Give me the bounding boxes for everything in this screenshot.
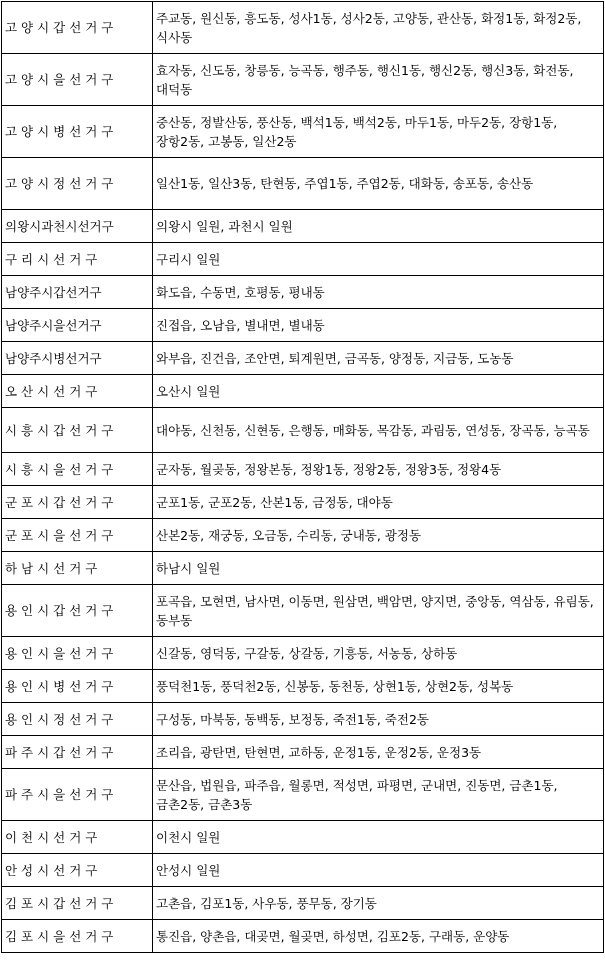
- district-name-cell: 시 흥 시 갑 선 거 구: [2, 408, 153, 453]
- district-table: [1, 1, 604, 953]
- district-name-cell: 용 인 시 갑 선 거 구: [2, 585, 153, 637]
- table-row: [2, 552, 604, 585]
- district-name-cell: 남양주시갑선거구: [2, 276, 153, 309]
- table-row: [2, 486, 604, 519]
- district-areas-cell: 중산동, 정발산동, 풍산동, 백석1동, 백석2동, 마두1동, 마두2동, 장항1동, 장항2동, 고봉동, 일산2동: [153, 106, 604, 158]
- district-areas-cell: 고촌읍, 김포1동, 사우동, 풍무동, 장기동: [153, 887, 604, 920]
- table-row: [2, 106, 604, 158]
- district-name-cell: 남양주시을선거구: [2, 309, 153, 342]
- district-name-cell: 김 포 시 을 선 거 구: [2, 920, 153, 953]
- table-row: [2, 375, 604, 408]
- district-name-cell: 용 인 시 병 선 거 구: [2, 670, 153, 703]
- district-areas-cell: 포곡읍, 모현면, 남사면, 이동면, 원삼면, 백암면, 양지면, 중앙동, 역삼동, 유림동, 동부동: [153, 585, 604, 637]
- district-name-cell: 용 인 시 을 선 거 구: [2, 637, 153, 670]
- district-name-cell: 의왕시과천시선거구: [2, 210, 153, 243]
- table-row: [2, 736, 604, 769]
- table-row: [2, 158, 604, 210]
- table-row: [2, 920, 604, 953]
- district-name-cell: 고 양 시 정 선 거 구: [2, 158, 153, 210]
- table-row: [2, 585, 604, 637]
- district-areas-cell: 이천시 일원: [153, 821, 604, 854]
- district-name-cell: 고 양 시 갑 선 거 구: [2, 2, 153, 54]
- table-row: [2, 408, 604, 453]
- table-row: [2, 342, 604, 375]
- district-areas-cell: 와부읍, 진건읍, 조안면, 퇴계원면, 금곡동, 양정동, 지금동, 도농동: [153, 342, 604, 375]
- district-areas-cell: 신갈동, 영덕동, 구갈동, 상갈동, 기흥동, 서농동, 상하동: [153, 637, 604, 670]
- table-row: [2, 821, 604, 854]
- table-row: [2, 54, 604, 106]
- district-areas-cell: 군포1동, 군포2동, 산본1동, 금정동, 대야동: [153, 486, 604, 519]
- table-row: [2, 703, 604, 736]
- district-areas-cell: 진접읍, 오남읍, 별내면, 별내동: [153, 309, 604, 342]
- table-row: [2, 243, 604, 276]
- district-areas-cell: 산본2동, 재궁동, 오금동, 수리동, 궁내동, 광정동: [153, 519, 604, 552]
- table-row: [2, 854, 604, 887]
- district-name-cell: 남양주시병선거구: [2, 342, 153, 375]
- district-name-cell: 파 주 시 을 선 거 구: [2, 769, 153, 821]
- table-row: [2, 2, 604, 54]
- district-areas-cell: 구리시 일원: [153, 243, 604, 276]
- table-row: [2, 769, 604, 821]
- district-name-cell: 고 양 시 병 선 거 구: [2, 106, 153, 158]
- district-areas-cell: 군자동, 월곶동, 정왕본동, 정왕1동, 정왕2동, 정왕3동, 정왕4동: [153, 453, 604, 486]
- district-name-cell: 군 포 시 갑 선 거 구: [2, 486, 153, 519]
- district-name-cell: 군 포 시 을 선 거 구: [2, 519, 153, 552]
- district-areas-cell: 통진읍, 양촌읍, 대곶면, 월곶면, 하성면, 김포2동, 구래동, 운양동: [153, 920, 604, 953]
- district-areas-cell: 의왕시 일원, 과천시 일원: [153, 210, 604, 243]
- table-row: [2, 519, 604, 552]
- district-areas-cell: 화도읍, 수동면, 호평동, 평내동: [153, 276, 604, 309]
- district-name-cell: 오 산 시 선 거 구: [2, 375, 153, 408]
- district-areas-cell: 문산읍, 법원읍, 파주읍, 월롱면, 적성면, 파평면, 군내면, 진동면, 금촌1동, 금촌2동, 금촌3동: [153, 769, 604, 821]
- district-name-cell: 용 인 시 정 선 거 구: [2, 703, 153, 736]
- district-areas-cell: 효자동, 신도동, 창릉동, 능곡동, 행주동, 행신1동, 행신2동, 행신3동, 화전동, 대덕동: [153, 54, 604, 106]
- district-name-cell: 구 리 시 선 거 구: [2, 243, 153, 276]
- district-name-cell: 하 남 시 선 거 구: [2, 552, 153, 585]
- district-name-cell: 파 주 시 갑 선 거 구: [2, 736, 153, 769]
- district-areas-cell: 주교동, 원신동, 흥도동, 성사1동, 성사2동, 고양동, 관산동, 화정1동, 화정2동, 식사동: [153, 2, 604, 54]
- district-areas-cell: 안성시 일원: [153, 854, 604, 887]
- district-areas-cell: 일산1동, 일산3동, 탄현동, 주엽1동, 주엽2동, 대화동, 송포동, 송산동: [153, 158, 604, 210]
- table-row: [2, 210, 604, 243]
- district-areas-cell: 풍덕천1동, 풍덕천2동, 신봉동, 동천동, 상현1동, 상현2동, 성복동: [153, 670, 604, 703]
- table-row: [2, 309, 604, 342]
- table-row: [2, 887, 604, 920]
- district-name-cell: 고 양 시 을 선 거 구: [2, 54, 153, 106]
- district-table-body: [2, 2, 604, 953]
- district-areas-cell: 오산시 일원: [153, 375, 604, 408]
- district-areas-cell: 조리읍, 광탄면, 탄현면, 교하동, 운정1동, 운정2동, 운정3동: [153, 736, 604, 769]
- district-name-cell: 시 흥 시 을 선 거 구: [2, 453, 153, 486]
- table-row: [2, 276, 604, 309]
- district-areas-cell: 대야동, 신천동, 신현동, 은행동, 매화동, 목감동, 과림동, 연성동, 장곡동, 능곡동: [153, 408, 604, 453]
- district-areas-cell: 구성동, 마북동, 동백동, 보정동, 죽전1동, 죽전2동: [153, 703, 604, 736]
- district-name-cell: 안 성 시 선 거 구: [2, 854, 153, 887]
- table-row: [2, 453, 604, 486]
- district-name-cell: 이 천 시 선 거 구: [2, 821, 153, 854]
- district-name-cell: 김 포 시 갑 선 거 구: [2, 887, 153, 920]
- table-row: [2, 670, 604, 703]
- district-areas-cell: 하남시 일원: [153, 552, 604, 585]
- table-row: [2, 637, 604, 670]
